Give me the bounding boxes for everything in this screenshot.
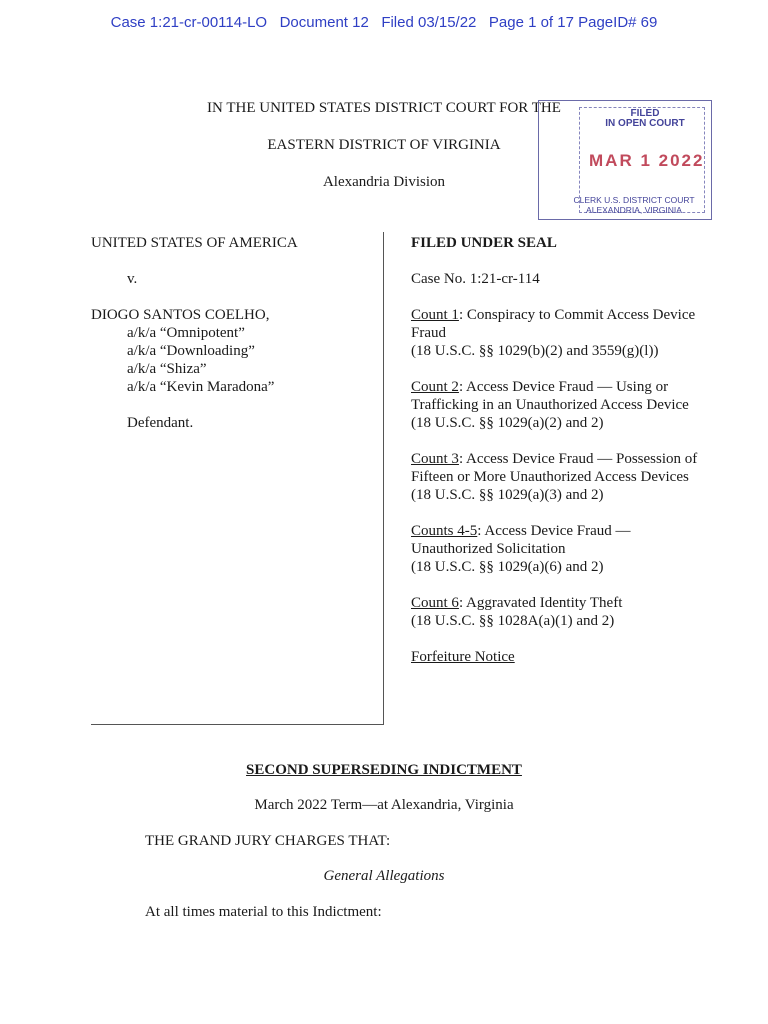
stamp-filed-text xyxy=(595,109,695,129)
stamp-clerk xyxy=(569,195,699,215)
count-statute: (18 U.S.C. §§ 1029(b)(2) and 3559(g)(l)) xyxy=(411,343,659,359)
defendant-label: Defendant. xyxy=(127,415,194,431)
count-statute: (18 U.S.C. §§ 1029(a)(3) and 2) xyxy=(411,487,604,503)
caption-left xyxy=(91,234,298,432)
count-desc: : Access Device Fraud — Using or Trafficking in an Unauthorized Access Device xyxy=(411,379,689,413)
stamp-date: MAR 1 2022 xyxy=(589,151,705,170)
count-statute: (18 U.S.C. §§ 1029(a)(6) and 2) xyxy=(411,559,604,575)
count-3 xyxy=(411,450,701,486)
forfeiture-notice: Forfeiture Notice xyxy=(411,649,515,665)
count-2 xyxy=(411,378,701,414)
stamp-in-open-court: IN OPEN COURT xyxy=(605,118,685,129)
caption-right xyxy=(411,234,701,666)
defendant-name: DIOGO SANTOS COELHO, xyxy=(91,307,270,323)
count-desc: : Aggravated Identity Theft xyxy=(458,595,623,611)
alias: a/k/a “Shiza” xyxy=(127,361,207,377)
court-name-line2: EASTERN DISTRICT OF VIRGINIA xyxy=(267,137,501,153)
count-statute: (18 U.S.C. §§ 1028A(a)(1) and 2) xyxy=(411,613,615,629)
filed-under-seal: FILED UNDER SEAL xyxy=(411,235,557,251)
alias: a/k/a “Kevin Maradona” xyxy=(127,379,275,395)
grand-jury-charges: THE GRAND JURY CHARGES THAT: xyxy=(145,833,391,849)
count-desc: : Conspiracy to Commit Access Device Fraud xyxy=(411,307,696,341)
count-1 xyxy=(411,306,701,342)
count-label: Count 2 xyxy=(411,379,459,395)
count-label: Count 6 xyxy=(411,595,459,611)
count-label: Count 1 xyxy=(411,307,459,323)
caption-divider-vertical xyxy=(383,232,384,725)
filed-stamp xyxy=(538,100,712,220)
material-times-line: At all times material to this Indictment: xyxy=(145,904,382,920)
general-allegations-heading: General Allegations xyxy=(323,868,445,884)
count-4-5 xyxy=(411,522,701,558)
indictment-title: SECOND SUPERSEDING INDICTMENT xyxy=(246,762,522,778)
count-desc: : Access Device Fraud — Unauthorized Solicitation xyxy=(411,523,631,557)
ecf-header: Case 1:21-cr-00114-LO Document 12 Filed 03/15/22 Page 1 of 17 PageID# 69 xyxy=(110,14,658,31)
term-line: March 2022 Term—at Alexandria, Virginia xyxy=(254,797,514,813)
alias: a/k/a “Omnipotent” xyxy=(127,325,245,341)
stamp-clerk-line2: ALEXANDRIA, VIRGINIA xyxy=(586,205,682,215)
stamp-clerk-line1: CLERK U.S. DISTRICT COURT xyxy=(573,195,695,205)
court-name-line1: IN THE UNITED STATES DISTRICT COURT FOR THE xyxy=(207,100,561,116)
count-label: Count 3 xyxy=(411,451,459,467)
alias: a/k/a “Downloading” xyxy=(127,343,255,359)
caption-divider-horizontal xyxy=(91,724,384,725)
count-6 xyxy=(411,594,701,612)
count-desc: : Access Device Fraud — Possession of Fifteen or More Unauthorized Access Devices xyxy=(411,451,698,485)
count-statute: (18 U.S.C. §§ 1029(a)(2) and 2) xyxy=(411,415,604,431)
court-division: Alexandria Division xyxy=(322,174,446,190)
plaintiff: UNITED STATES OF AMERICA xyxy=(91,235,298,251)
versus: v. xyxy=(127,271,138,287)
count-label: Counts 4-5 xyxy=(411,523,478,539)
case-number: Case No. 1:21-cr-114 xyxy=(411,271,540,287)
stamp-filed: FILED xyxy=(630,108,660,119)
